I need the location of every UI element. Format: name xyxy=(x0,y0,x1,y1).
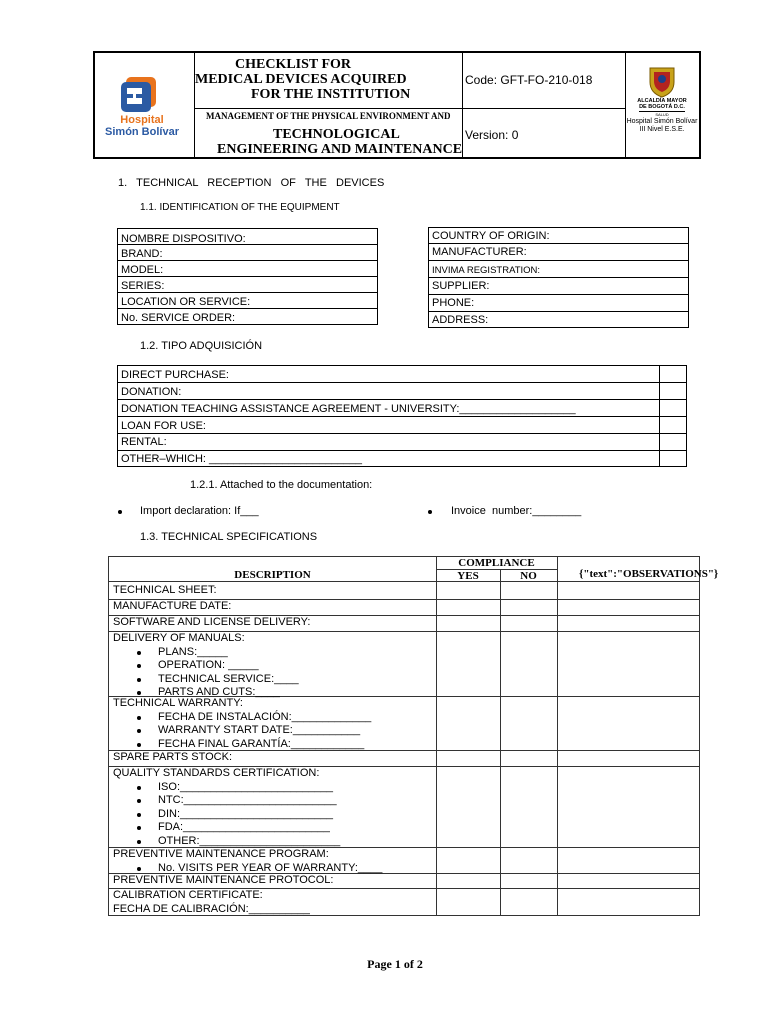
bullet-icon xyxy=(137,840,141,844)
page-number: Page 1 of 2 xyxy=(367,957,423,971)
management-line: MANAGEMENT OF THE PHYSICAL ENVIRONMENT AND xyxy=(206,111,451,121)
acquisition-option: DONATION TEACHING ASSISTANCE AGREEMENT - UNIVERSITY:___________________ xyxy=(121,403,576,415)
acquisition-option: RENTAL: xyxy=(121,436,167,448)
bullet-icon xyxy=(137,867,141,871)
field-label: COUNTRY OF ORIGIN: xyxy=(432,230,550,242)
bullet-icon xyxy=(137,678,141,682)
spec-bullet-item: DIN:_________________________ xyxy=(158,807,333,820)
identification-left-table xyxy=(117,228,378,325)
identification-right-table xyxy=(428,227,689,328)
compliance-header: COMPLIANCE xyxy=(458,557,535,569)
bullet-icon xyxy=(137,813,141,817)
hospital-logo xyxy=(96,74,188,140)
field-label: NOMBRE DISPOSITIVO: xyxy=(121,233,246,245)
bullet-icon xyxy=(137,826,141,830)
spec-row-label: FECHA DE CALIBRACIÓN:__________ xyxy=(113,903,310,915)
spec-bullet-item: No. VISITS PER YEAR OF WARRANTY:____ xyxy=(158,861,383,874)
description-header: DESCRIPTION xyxy=(234,569,311,581)
bullet-icon xyxy=(137,651,141,655)
invoice-number: Invoice number:________ xyxy=(451,505,582,517)
bullet-icon xyxy=(137,729,141,733)
import-declaration: Import declaration: If___ xyxy=(140,505,259,517)
technical-specifications-table xyxy=(108,556,719,916)
spec-row-label: SOFTWARE AND LICENSE DELIVERY: xyxy=(113,616,311,628)
field-label: ADDRESS: xyxy=(432,314,489,326)
field-label: SERIES: xyxy=(121,280,165,292)
spec-row-label: TECHNICAL SHEET: xyxy=(113,584,217,596)
spec-bullet-item: FECHA DE INSTALACIÓN:_____________ xyxy=(158,710,372,723)
spec-row-label: MANUFACTURE DATE: xyxy=(113,600,232,612)
acquisition-option: OTHER–WHICH: _________________________ xyxy=(121,453,362,465)
spec-row-label: CALIBRATION CERTIFICATE: xyxy=(113,889,263,901)
acquisition-option: LOAN FOR USE: xyxy=(121,420,206,432)
document-code: Code: GFT-FO-210-018 xyxy=(465,73,593,87)
spec-bullet-item: NTC:_________________________ xyxy=(158,794,337,806)
spec-bullet-item: TECHNICAL SERVICE:____ xyxy=(158,672,299,685)
hospital-logo-icon xyxy=(96,74,188,114)
section-1-2-heading: 1.2. TIPO ADQUISICIÓN xyxy=(140,340,263,352)
spec-bullet-item: PLANS:_____ xyxy=(158,645,228,658)
form-title xyxy=(193,57,461,102)
bogota-logo-line5: III Nivel E.S.E. xyxy=(639,126,685,133)
bogota-logo xyxy=(625,66,699,146)
section-1-3-heading: 1.3. TECHNICAL SPECIFICATIONS xyxy=(140,531,318,543)
bullet-icon xyxy=(137,786,141,790)
bullet-icon xyxy=(428,510,432,514)
bogota-logo-line1: ALCALDÍA MAYOR xyxy=(637,98,687,104)
yes-header: YES xyxy=(457,570,479,582)
field-label: INVIMA REGISTRATION: xyxy=(432,265,541,276)
section-1-2-1-heading: 1.2.1. Attached to the documentation: xyxy=(190,479,373,491)
acquisition-type-table xyxy=(117,365,687,467)
spec-bullet-item: OPERATION: _____ xyxy=(158,659,259,671)
bullet-icon xyxy=(137,743,141,747)
section-1-1-heading: 1.1. IDENTIFICATION OF THE EQUIPMENT xyxy=(140,202,340,213)
field-label: BRAND: xyxy=(121,248,163,260)
bogota-logo-line2: DE BOGOTÁ D.C. xyxy=(639,104,685,110)
spec-bullet-item: FDA:________________________ xyxy=(158,821,330,833)
field-label: No. SERVICE ORDER: xyxy=(121,312,236,324)
logo-text-line1: Hospital xyxy=(120,114,164,126)
spec-bullet-item: OTHER:_______________________ xyxy=(158,834,341,847)
department-line-2: ENGINEERING AND MAINTENANCE xyxy=(217,142,463,157)
department-line-1: TECHNOLOGICAL xyxy=(273,127,400,142)
spec-bullet-item: PARTS AND CUTS:____ xyxy=(158,686,280,698)
bogota-logo-line3: SALUD xyxy=(639,111,685,117)
field-label: SUPPLIER: xyxy=(432,280,490,292)
acquisition-option: DONATION: xyxy=(121,386,182,398)
title-line-3: FOR THE INSTITUTION xyxy=(251,87,411,102)
bullet-icon xyxy=(137,799,141,803)
coat-of-arms-icon xyxy=(647,66,677,98)
field-label: MANUFACTURER: xyxy=(432,246,527,258)
field-label: PHONE: xyxy=(432,297,475,309)
acquisition-option: DIRECT PURCHASE: xyxy=(121,369,229,381)
bullet-icon xyxy=(137,716,141,720)
bullet-icon xyxy=(118,510,122,514)
no-header: NO xyxy=(520,570,537,582)
bullet-icon xyxy=(137,691,141,695)
title-line-1: CHECKLIST FOR xyxy=(235,57,352,72)
spec-bullet-item: WARRANTY START DATE:___________ xyxy=(158,724,361,736)
spec-row-label: DELIVERY OF MANUALS: xyxy=(113,632,245,644)
spec-bullet-item: FECHA FINAL GARANTÍA:____________ xyxy=(158,737,365,750)
spec-row-label: TECHNICAL WARRANTY: xyxy=(113,697,243,709)
document-version: Version: 0 xyxy=(465,128,519,142)
field-label: MODEL: xyxy=(121,264,164,276)
spec-row-label: PREVENTIVE MAINTENANCE PROTOCOL: xyxy=(113,874,334,886)
bullet-icon xyxy=(137,664,141,668)
spec-bullet-item: ISO:_________________________ xyxy=(158,780,333,793)
section-1-heading: 1. TECHNICAL RECEPTION OF THE DEVICES xyxy=(118,177,385,189)
title-line-2: MEDICAL DEVICES ACQUIRED xyxy=(195,72,407,87)
spec-row-label: QUALITY STANDARDS CERTIFICATION: xyxy=(113,767,320,779)
spec-row-label: SPARE PARTS STOCK: xyxy=(113,751,232,763)
logo-text-line2: Simón Bolívar xyxy=(105,126,179,138)
department-name xyxy=(193,127,463,157)
bogota-logo-line4: Hospital Simón Bolívar xyxy=(626,118,698,125)
spec-row-label: PREVENTIVE MAINTENANCE PROGRAM: xyxy=(113,848,329,860)
field-label: LOCATION OR SERVICE: xyxy=(121,296,251,308)
observations-header: {"text":"OBSERVATIONS"} xyxy=(579,568,719,580)
